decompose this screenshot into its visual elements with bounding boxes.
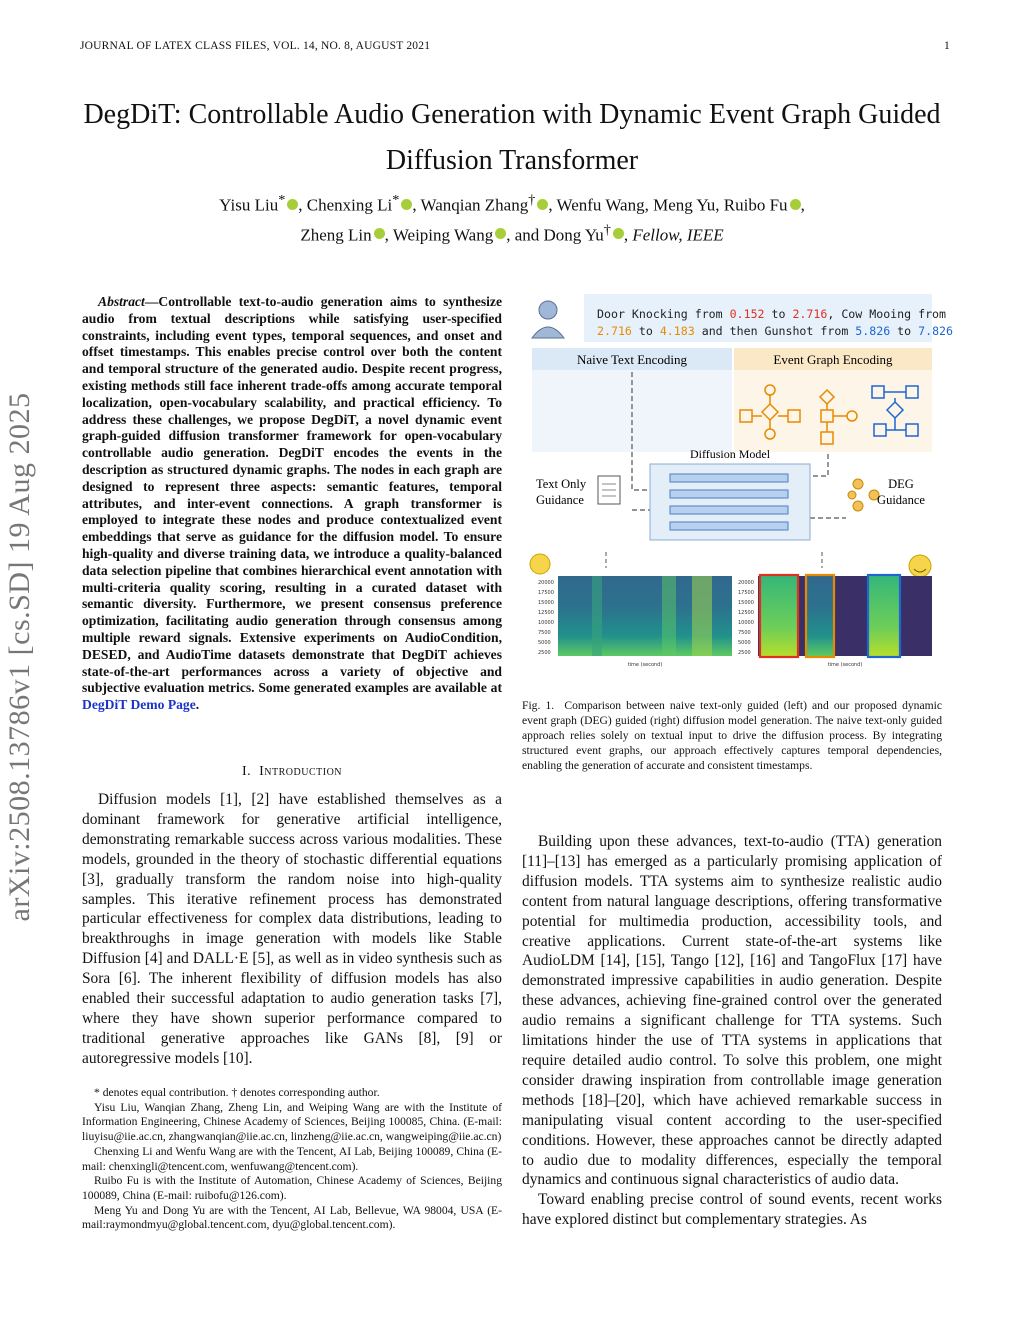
author: Ruibo Fu <box>723 195 788 215</box>
orcid-icon[interactable] <box>374 228 385 239</box>
footnote: Yisu Liu, Wanqian Zhang, Zheng Lin, and Weiping Wang are with the Institute of Information Engineering, Chinese Academy of Sciences, Beijing 100085, China. (E-mail: liuyisu@iie.ac.cn, zhangwanqian@iie.ac.cn, linzheng@iie.ac.cn, wangweiping@iie.ac.cn) <box>82 1100 502 1144</box>
svg-text:Event Graph Encoding: Event Graph Encoding <box>773 352 893 367</box>
author: Yisu Liu <box>219 195 279 215</box>
svg-text:10000: 10000 <box>538 620 554 626</box>
svg-text:Text Only: Text Only <box>536 477 587 491</box>
footnote: Ruibo Fu is with the Institute of Automation, Chinese Academy of Sciences, Beijing 100089, China (E-mail: ruibofu@126.com). <box>82 1174 502 1202</box>
author: Zheng Lin <box>300 225 372 245</box>
svg-text:2500: 2500 <box>538 650 551 656</box>
svg-text:7500: 7500 <box>538 630 551 636</box>
svg-text:time (second): time (second) <box>627 662 663 668</box>
author: and Dong Yu <box>514 225 604 245</box>
fellow-title: Fellow, IEEE <box>632 225 724 245</box>
svg-text:20000: 20000 <box>538 580 554 586</box>
deg-spectrogram <box>758 575 932 657</box>
svg-text:Door Knocking from 0.152 to 2.: Door Knocking from 0.152 to 2.716, Cow Mooing from <box>597 307 947 321</box>
author: Chenxing Li <box>306 195 393 215</box>
footnote: * denotes equal contribution. † denotes corresponding author. <box>94 1086 380 1099</box>
intro-paragraph: Diffusion models [1], [2] have established themselves as a dominant framework for generative artificial intelligence, demonstrating remarkable success across various modalities. These models, grounded in the theory of stochastic differential equations [3], gradually transform the random noise into high-quality samples. This iterative refinement process has demonstrated particular effectiveness for complex data distributions, leading to breakthroughs in image generation with models like Stable Diffusion [4] and DALL·E [5], as well as in video synthesis such as Sora [6]. The inherent flexibility of diffusion models has also enabled their successful adaptation to audio generation tasks [7], where they have shown superior performance compared to traditional generative approaches like GANs [8], [9] or autoregressive models [10]. <box>82 791 502 1067</box>
figure-1 <box>522 294 954 684</box>
running-header <box>80 40 950 52</box>
demo-page-link[interactable]: DegDiT Demo Page <box>82 697 196 713</box>
svg-text:2.716 to 4.183 and then Gunsho: 2.716 to 4.183 and then Gunshot from 5.826 to 7.826 <box>597 324 954 338</box>
page-number: 1 <box>944 40 950 52</box>
svg-text:15000: 15000 <box>538 600 554 606</box>
svg-text:12500: 12500 <box>738 610 754 616</box>
author: Meng Yu <box>653 195 716 215</box>
paper-title: DegDiT: Controllable Audio Generation with Dynamic Event Graph Guided Diffusion Transformer <box>83 99 941 176</box>
svg-text:DEG: DEG <box>888 477 914 491</box>
abstract-label: Abstract <box>98 294 145 309</box>
naive-spectrogram <box>558 576 732 656</box>
graph-node-icon <box>848 479 879 511</box>
svg-text:20000: 20000 <box>738 580 754 586</box>
svg-text:2500: 2500 <box>738 650 751 656</box>
author: Wanqian Zhang <box>420 195 529 215</box>
svg-text:5000: 5000 <box>538 640 551 646</box>
svg-text:Naive Text Encoding: Naive Text Encoding <box>576 352 688 367</box>
svg-text:12500: 12500 <box>538 610 554 616</box>
section-heading: I. Introduction <box>241 764 343 779</box>
svg-text:10000: 10000 <box>738 620 754 626</box>
svg-text:time (second): time (second) <box>827 662 863 668</box>
author: Weiping Wang <box>392 225 494 245</box>
orcid-icon[interactable] <box>613 228 624 239</box>
right-column-text <box>522 832 942 1230</box>
smile-face-icon <box>909 555 931 577</box>
footnotes <box>82 1086 502 1233</box>
svg-text:17500: 17500 <box>738 590 754 596</box>
svg-text:Guidance: Guidance <box>536 493 584 507</box>
journal-name: JOURNAL OF LATEX CLASS FILES, VOL. 14, NO. 8, AUGUST 2021 <box>80 40 431 52</box>
author-list: Yisu Liu* , Chenxing Li* , Wanqian Zhang† , Wenfu Wang, Meng Yu, Ruibo Fu , Zheng Lin , Weiping Wang , and Dong Yu† , Fellow, IEEE <box>219 192 805 245</box>
figure-caption: Fig. 1. Comparison between naive text-only guided (left) and our proposed dynamic event graph (DEG) guided (right) diffusion model generation. The naive text-only guided approach relies solely on textual input to drive the diffusion process. By integrating structured event graphs, our approach effectively captures temporal dependencies, enabling the generation of accurate and consistent timestamps. <box>522 699 942 772</box>
author: Wenfu Wang <box>556 195 645 215</box>
svg-text:5000: 5000 <box>738 640 751 646</box>
orcid-icon[interactable] <box>287 199 298 210</box>
paragraph: Building upon these advances, text-to-audio (TTA) generation [11]–[13] has emerged as a particularly promising application of diffusion models. TTA systems aim to synthesize realistic audio content from natural language descriptions, offering transformative potential for multimedia production, accessibility tools, and creative applications. Current state-of-the-art systems like AudioLDM [14], [15], Tango [12], [16] and TangoFlux [17] have demonstrated impressive capabilities in audio generation. Despite these advances, achieving fine-grained control over the generated audio remains a significant challenge for TTA systems. Such limitations hinder the use of TTA systems in applications that require detailed audio control. To solve this problem, one might consider drawing inspiration from controllable image generation methods [18]–[20], which have achieved remarkable success in manipulating visual content according to the user-specified conditions. However, these approaches cannot be directly adapted to audio due to modality differences, especially the temporal dynamics and continuous signal characteristics of audio data. <box>522 833 942 1189</box>
abstract-text: —Controllable text-to-audio generation aims to synthesize audio from textual descriptions while satisfying user-specified constraints, including event types, temporal sequences, and onset and offset timestamps. This enables precise control over both the content and temporal structure of the generated audio. Despite recent progress, existing methods still face inherent trade-offs among accurate temporal localization, open-vocabulary scalability, and practical efficiency. To address these challenges, we propose DegDiT, a novel dynamic event graph-guided diffusion transformer framework for open-vocabulary controllable audio generation. DegDiT encodes the events in the description as structured dynamic graphs. The nodes in each graph are designed to represent three aspects: semantic features, temporal attributes, and inter-event connections. A graph transformer is employed to integrate these nodes and produce contextualized event embeddings that serve as guidance for the diffusion model. To ensure high-quality and diverse training data, we introduce a quality-balanced data selection pipeline that combines hierarchical event annotation with multi-criteria quality scoring, resulting in a curated dataset with semantic diversity. Furthermore, we present consensus preference optimization, facilitating audio generation through consensus among multiple reward signals. Extensive experiments on AudioCondition, DESED, and AudioTime datasets demonstrate that DegDiT achieves state-of-the-art performances across a variety of objective and subjective evaluation metrics. Some generated examples are available at <box>82 294 502 696</box>
paragraph: Toward enabling precise control of sound events, recent works have explored distinct but complementary strategies. As <box>522 1191 942 1229</box>
abstract: Abstract—Controllable text-to-audio generation aims to synthesize audio from textual descriptions while satisfying user-specified constraints, including event types, temporal sequences, and onset and offset timestamps. This enables precise control over both the content and temporal structure of the generated audio. Despite recent progress, existing methods still face inherent trade-offs among accurate temporal localization, open-vocabulary scalability, and practical efficiency. To address these challenges, we propose DegDiT, a novel dynamic event graph-guided diffusion transformer framework for open-vocabulary controllable audio generation. DegDiT encodes the events in the description as structured dynamic graphs. The nodes in each graph are designed to represent three aspects: semantic features, temporal attributes, and inter-event connections. A graph transformer is employed to integrate these nodes and produce contextualized event embeddings that serve as guidance for the diffusion model. To ensure high-quality and diverse training data, we introduce a quality-balanced data selection pipeline that combines hierarchical event annotation with multi-criteria quality scoring, resulting in a curated dataset with semantic diversity. Furthermore, we present consensus preference optimization, facilitating audio generation through consensus among multiple reward signals. Extensive experiments on AudioCondition, DESED, and AudioTime datasets demonstrate that DegDiT achieves state-of-the-art performances across a variety of objective and subjective evaluation metrics. Some generated examples are available at DegDiT Demo Page. <box>82 294 502 713</box>
svg-text:Guidance: Guidance <box>877 493 925 507</box>
orcid-icon[interactable] <box>537 199 548 210</box>
footnote: Meng Yu and Dong Yu are with the Tencent, AI Lab, Bellevue, WA 98004, USA (E-mail:raymondmyu@global.tencent.com, dyu@global.tencent.com). <box>82 1203 502 1232</box>
orcid-icon[interactable] <box>401 199 412 210</box>
footnote: Chenxing Li and Wenfu Wang are with the Tencent, AI Lab, Beijing 100089, China (E-mail: chenxingli@tencent.com, wenfuwang@tencent.com). <box>82 1144 502 1173</box>
svg-text:17500: 17500 <box>538 590 554 596</box>
svg-text:15000: 15000 <box>738 600 754 606</box>
user-icon <box>532 301 564 338</box>
neutral-face-icon <box>530 554 550 574</box>
orcid-icon[interactable] <box>495 228 506 239</box>
arxiv-stamp: arXiv:2508.13786v1 [cs.SD] 19 Aug 2025 <box>3 392 36 922</box>
svg-text:Diffusion Model: Diffusion Model <box>689 447 771 461</box>
document-icon <box>598 476 620 504</box>
orcid-icon[interactable] <box>790 199 801 210</box>
svg-text:7500: 7500 <box>738 630 751 636</box>
